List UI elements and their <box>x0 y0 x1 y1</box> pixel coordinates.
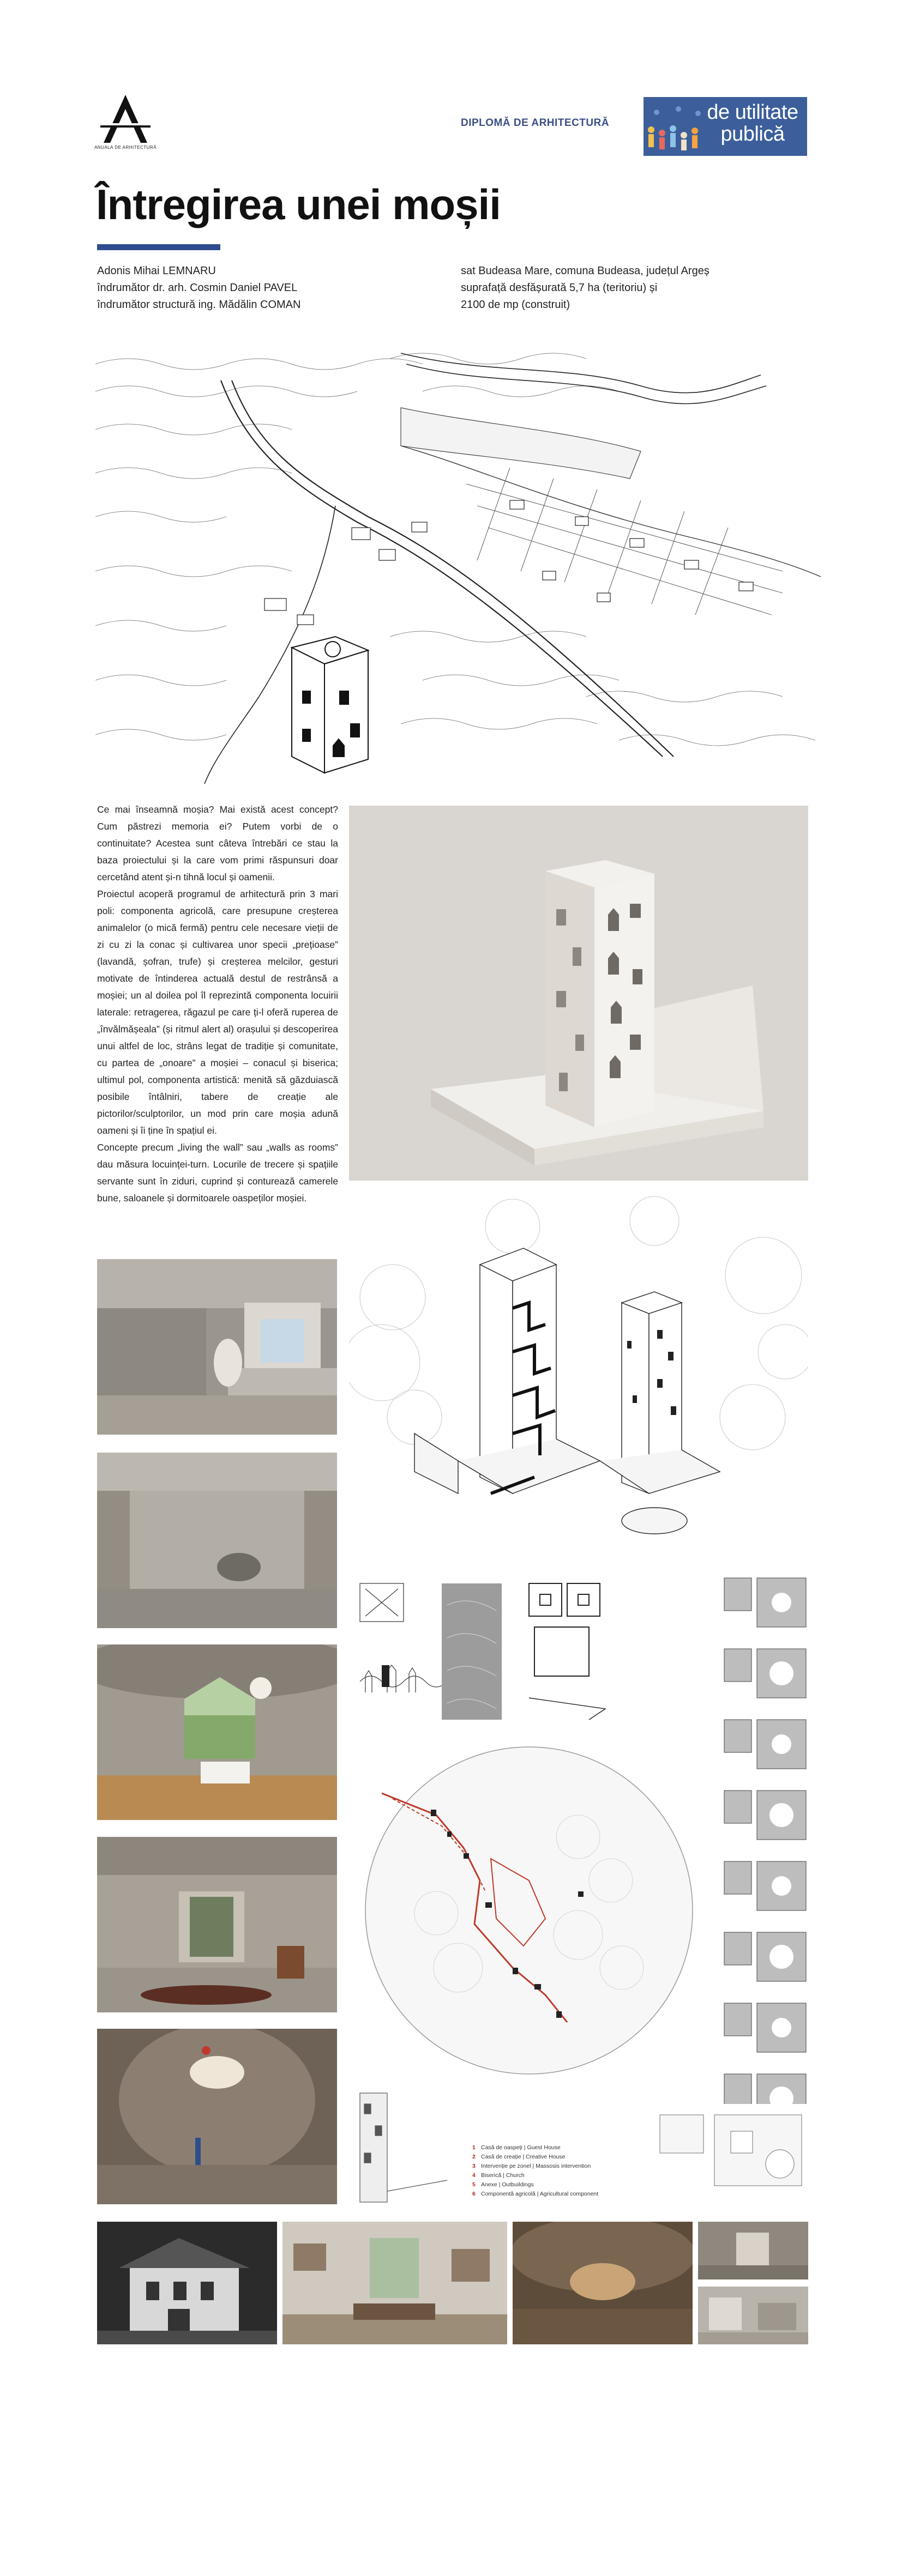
site-plan-legend <box>472 2143 652 2199</box>
hallway-render <box>698 2222 808 2279</box>
legend-item: 6 Componentă agricolă | Agricultural component <box>472 2191 599 2197</box>
credits-block <box>97 263 300 313</box>
author-name: Adonis Mihai LEMNARU <box>97 265 216 277</box>
logo-caption: ANUALA DE ARHITECTURĂ <box>94 145 157 150</box>
supervisor-name: îndrumător dr. arh. Cosmin Daniel PAVEL <box>97 282 298 294</box>
site-perspective-drawing <box>95 342 821 784</box>
room-render <box>698 2287 808 2344</box>
school-logo <box>93 93 158 164</box>
site-area-built: 2100 de mp (construit) <box>461 299 570 311</box>
legend-item: 4 Biserică | Church <box>472 2172 525 2179</box>
interior-photo-room <box>282 2222 507 2344</box>
project-description <box>97 801 338 1207</box>
ground-floor-plan <box>654 2104 813 2197</box>
exploded-axonometric-drawing <box>349 1188 808 1564</box>
page-title: Întregirea unei moșii <box>96 180 501 228</box>
legend-item: 3 Intervenție pe zonel | Massosis intervention <box>472 2163 591 2169</box>
site-location: sat Budeasa Mare, comuna Budeasa, județul Argeș <box>461 265 709 277</box>
logo-a-icon <box>93 93 158 145</box>
interior-render-dining <box>97 1644 337 1820</box>
interior-render-living <box>97 1837 337 2012</box>
badge-label: de utilitate publică <box>707 101 798 146</box>
historic-manor-photo <box>97 2222 277 2344</box>
interior-render-atrium <box>97 1259 337 1435</box>
cellar-render <box>513 2222 693 2344</box>
site-area-territory: suprafață desfășurată 5,7 ha (teritoriu) și <box>461 282 658 294</box>
tower-model-photo <box>349 806 808 1181</box>
floor-plans-column <box>719 1573 810 2178</box>
legend-item: 5 Anexe | Outbuildings <box>472 2181 534 2188</box>
title-underline <box>97 244 220 250</box>
legend-item: 1 Casă de oaspeți | Guest House <box>472 2144 561 2151</box>
circular-site-plan <box>349 1739 709 2082</box>
legend-item: 2 Casă de creație | Creative House <box>472 2154 566 2160</box>
site-info-block <box>461 263 709 313</box>
tower-section-drawing <box>349 2082 458 2213</box>
concept-sketches <box>349 1573 654 1731</box>
description-paragraph: Ce mai înseamnă moșia? Mai există acest concept? Cum păstrezi memoria ei? Putem vorbi de o continuitate? Acestea sunt câteva întrebări ce stau la baza proiectului și la care vom primi răspunsuri doar cercetând atent și-n tihnă locul și oamenii. <box>97 804 338 882</box>
description-paragraph: Concepte precum „living the wall” sau „walls as rooms” dau măsura locuinței-turn. Locurile de trecere și spațiile servante sunt în ziduri, cuprind și conturează camerele bune, saloanele și dormitoarele oaspeților moșiei. <box>97 1142 338 1204</box>
diploma-label: DIPLOMĂ DE ARHITECTURĂ <box>461 117 610 129</box>
category-badge <box>644 97 807 156</box>
interior-render-vaulted-hall <box>97 2029 337 2204</box>
structure-supervisor-name: îndrumător structură ing. Mădălin COMAN <box>97 299 301 311</box>
description-paragraph: Proiectul acoperă programul de arhitectură prin 3 mari poli: componenta agricolă, care presupune creșterea animalelor (o mică fermă) pentru cele necesare vieții de zi cu zi la conac și cultivarea unor specii „prețioase” (lavandă, șofran, trufe) și creșterea melcilor, gesturi motivate de întinderea actuală destul de restrânsă a moșiei; un al doilea pol îl reprezintă componenta locuirii laterale: retragerea, răgazul pe care ți-l oferă ruperea de „învălmășeala” (și ritmul alert al) orașului și descoperirea unui altfel de loc, strâns legat de tradiție și comunitate, cu partea de „onoare” a moșiei – conacul și biserica; ultimul pol, componenta artistică: menită să găzduiască posibile întâlniri, tabere de creație ale pictorilor/sculptorilor, un mod prin care moșia adună oameni și îi ține în spațiul ei. <box>97 888 338 1136</box>
interior-render-stairs <box>97 1453 337 1628</box>
